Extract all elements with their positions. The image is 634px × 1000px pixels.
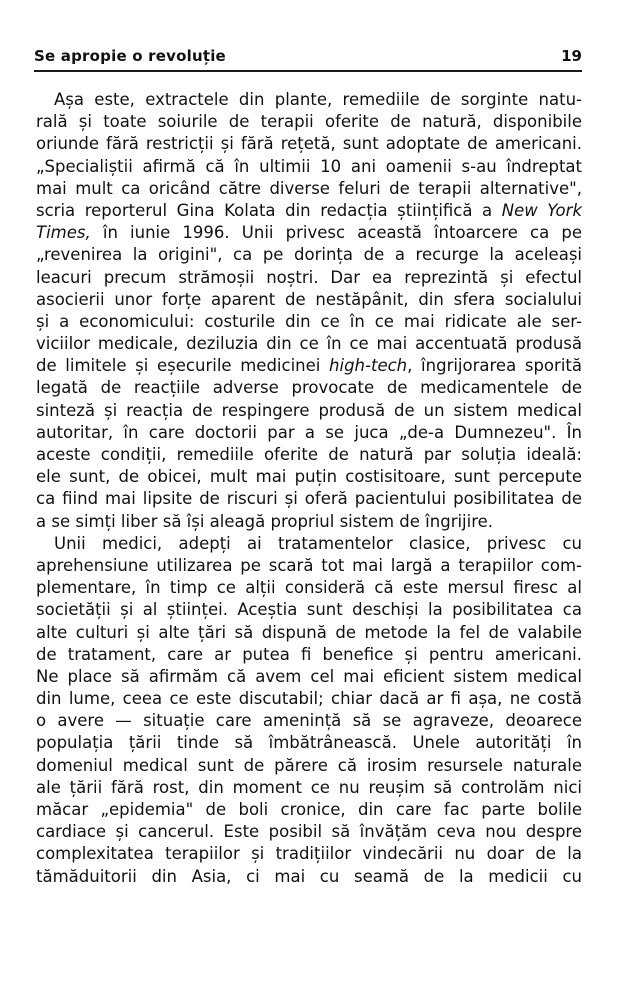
- text-line: asocierii unor forțe aparent de nestăpânit, din sfera socialului: [36, 289, 582, 309]
- text-line: o avere — situație care amenință să se agraveze, deoarece: [36, 711, 582, 731]
- running-header: [34, 46, 582, 72]
- text-line: legată de reacțiile adverse provocate de medicamentele de: [36, 378, 582, 398]
- paragraph-2: [36, 533, 582, 888]
- text-line: Ne place să afirmăm că avem cel mai eficient sistem medical: [36, 666, 582, 686]
- text-line: Unii medici, adepți ai tratamentelor clasice, privesc cu: [54, 533, 582, 553]
- text-line: ele sunt, de obicei, mult mai puțin costisitoare, sunt percepute: [36, 467, 582, 487]
- text-line: „Specialiștii afirmă că în ultimii 10 ani oamenii s-au îndreptat: [36, 156, 582, 176]
- text-line: tămăduitorii din Asia, ci mai cu seamă de la medicii cu: [36, 866, 582, 886]
- text-line: sinteză și reacția de respingere produsă de un sistem medical: [36, 400, 582, 420]
- text-line: societății și al științei. Aceștia sunt deschiși la posibilitatea ca: [36, 600, 582, 620]
- body-text: [36, 89, 582, 888]
- text-line: aprehensiune utilizarea pe scară tot mai largă a terapiilor com-: [36, 555, 582, 575]
- text-fragment: , îngrijorarea sporită: [407, 356, 582, 376]
- text-line: cardiace și cancerul. Este posibil să învățăm ceva nou despre: [36, 822, 582, 842]
- text-line: autoritar, în care doctorii par a se juca „de-a Dumnezeu". În: [36, 422, 582, 442]
- paragraph-1: [36, 89, 582, 533]
- text-line: leacuri precum strămoșii noștri. Dar ea reprezintă și efectul: [36, 267, 582, 287]
- running-title: Se apropie o revoluție: [34, 47, 226, 65]
- text-line: aceste condiții, remediile oferite de natură par soluția ideală:: [36, 445, 582, 464]
- text-line: [36, 355, 582, 377]
- italic-fragment: high-tech: [329, 356, 408, 376]
- text-line: a se simți liber să își aleagă propriul sistem de îngrijire.: [36, 511, 494, 531]
- text-line: ca fiind mai lipsite de riscuri și oferă pacientului posibilitatea de: [36, 489, 582, 509]
- text-line: măcar „epidemia" de boli cronice, din care fac parte bolile: [36, 800, 582, 819]
- text-fragment: în iunie 1996. Unii privesc această întoarcere ca pe: [90, 223, 582, 243]
- text-line: domeniul medical sunt de părere că irosim resursele naturale: [36, 755, 582, 775]
- text-line: rală și toate soiurile de terapii oferite de natură, disponibile: [36, 112, 582, 132]
- text-line: mai mult ca oricând către diverse feluri de terapii alternative",: [36, 178, 582, 198]
- text-line: oriunde fără restricții și fără rețetă, sunt adoptate de americani.: [36, 134, 582, 154]
- page-number: 19: [561, 47, 582, 65]
- text-fragment: de limitele și eșecurile medicinei: [36, 356, 330, 376]
- text-line: Așa este, extractele din plante, remediile de sorginte natu-: [54, 90, 582, 109]
- italic-fragment: New York: [501, 200, 582, 220]
- text-line: complexitatea terapiilor și tradițiilor vindecării nu doar de la: [36, 844, 582, 864]
- text-line: din lume, ceea ce este discutabil; chiar dacă ar fi așa, ne costă: [36, 689, 582, 709]
- text-line: [36, 222, 582, 244]
- text-fragment: scria reporterul Gina Kolata din redacția științifică a: [36, 200, 502, 220]
- italic-fragment: Times,: [36, 223, 91, 243]
- text-line: [36, 200, 582, 222]
- text-line: plementare, în timp ce alții consideră că este mersul firesc al: [36, 578, 582, 598]
- text-line: alte culturi și alte țări să dispună de metode la fel de valabile: [36, 622, 582, 642]
- text-line: ale țării fără rost, din moment ce nu reușim să controlăm nici: [36, 777, 582, 797]
- text-line: „revenirea la origini", ca pe dorința de a recurge la aceleași: [36, 245, 582, 265]
- text-line: de tratament, care ar putea fi benefice și pentru americani.: [36, 644, 582, 664]
- text-line: și a economicului: costurile din ce în ce mai ridicate ale ser-: [36, 311, 582, 331]
- text-line: populația țării tinde să îmbătrânească. Unele autorități în: [36, 733, 582, 753]
- text-line: viciilor medicale, deziluzia din ce în ce mai accentuată produsă: [36, 334, 582, 354]
